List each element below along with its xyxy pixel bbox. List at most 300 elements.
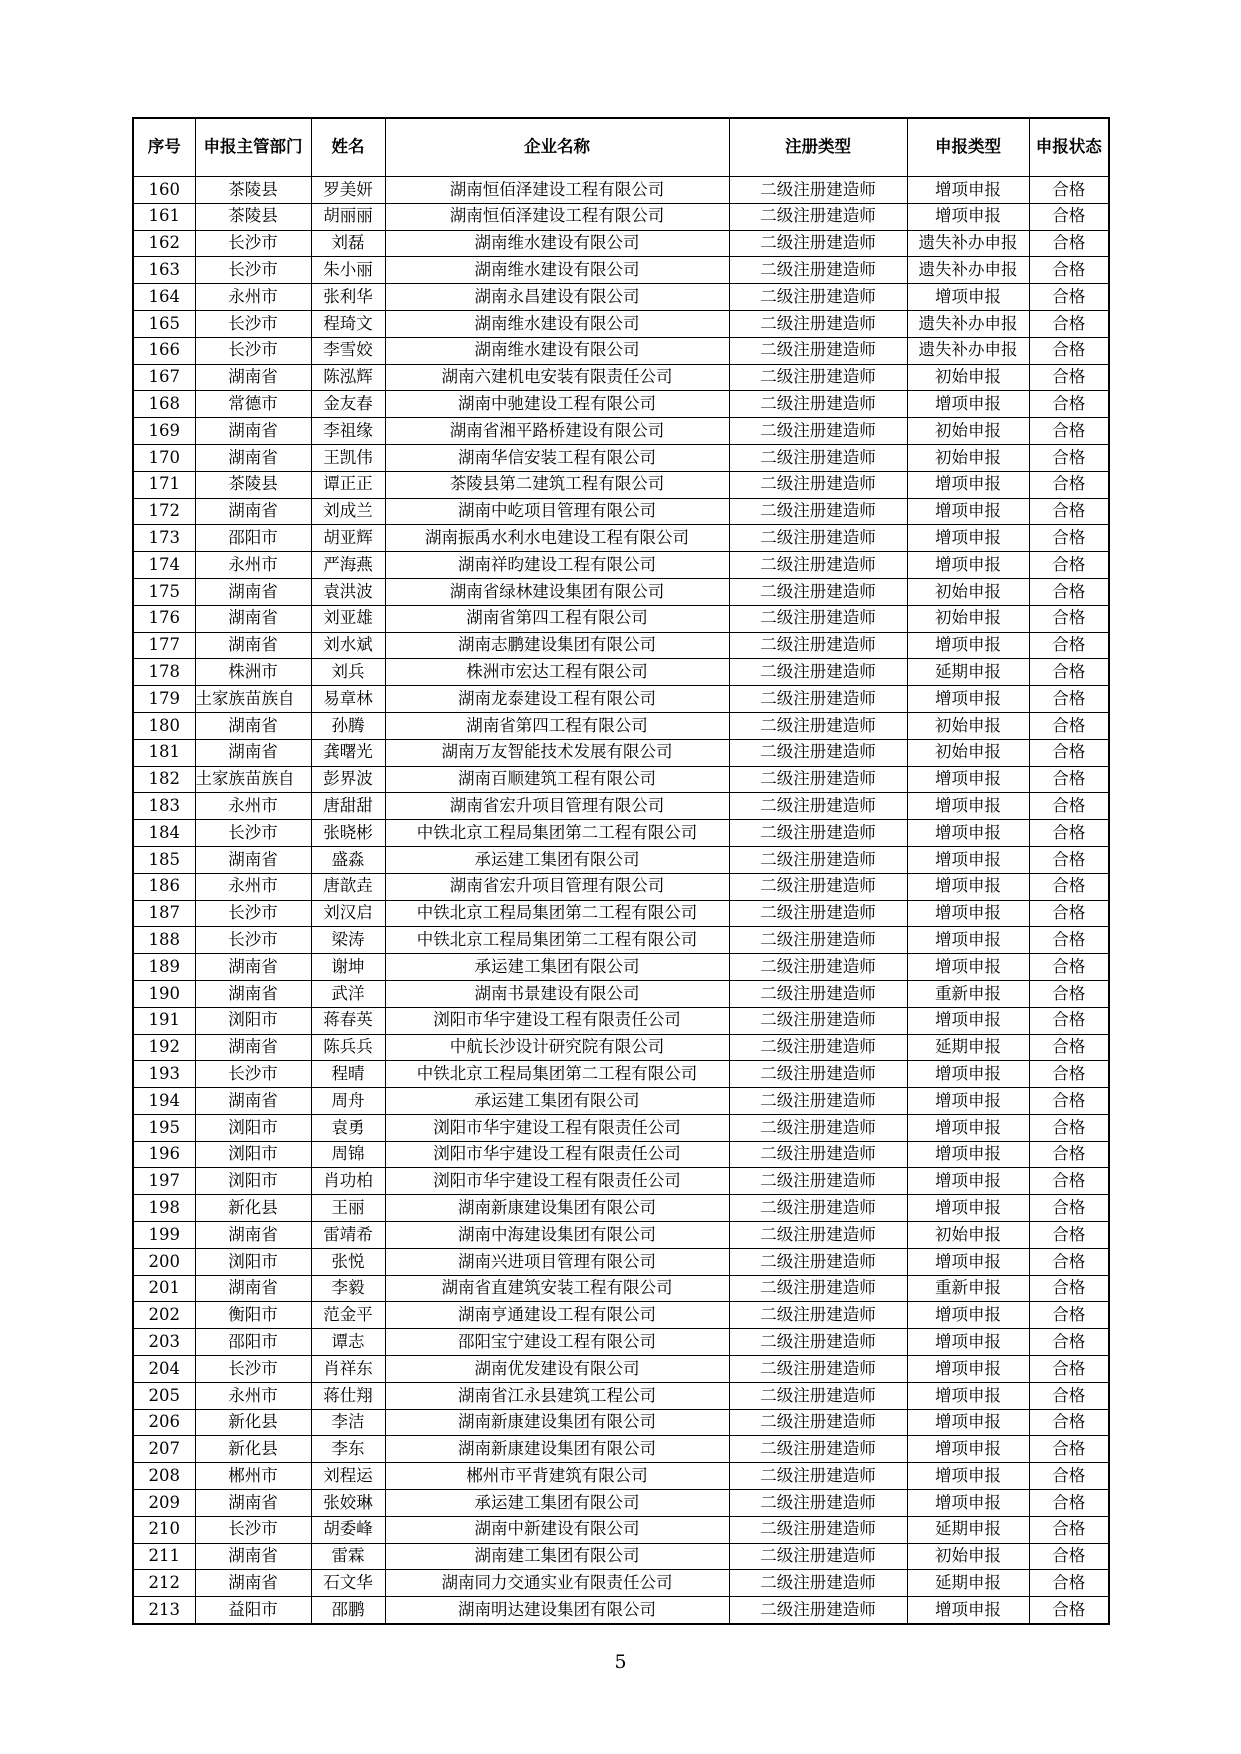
table-row	[133, 525, 1109, 552]
cell-registration-type: 二级注册建造师	[729, 284, 907, 311]
cell-company-name: 湖南省江永县建筑工程公司	[385, 1382, 729, 1409]
cell-person-name: 胡丽丽	[311, 203, 385, 230]
registration-table	[132, 117, 1110, 1625]
page-number: 5	[614, 1651, 627, 1673]
cell-registration-type: 二级注册建造师	[729, 1570, 907, 1597]
cell-registration-type: 二级注册建造师	[729, 632, 907, 659]
cell-supervising-dept: 浏阳市	[195, 1141, 311, 1168]
cell-serial-number: 172	[133, 498, 195, 525]
table-row	[133, 1382, 1109, 1409]
cell-supervising-dept: 邵阳市	[195, 525, 311, 552]
table-row	[133, 418, 1109, 445]
cell-application-type: 增项申报	[907, 1141, 1029, 1168]
cell-application-status: 合格	[1029, 873, 1109, 900]
cell-serial-number: 169	[133, 418, 195, 445]
cell-supervising-dept: 湖南省	[195, 578, 311, 605]
cell-application-status: 合格	[1029, 766, 1109, 793]
cell-supervising-dept: 长沙市	[195, 820, 311, 847]
cell-supervising-dept: 长沙市	[195, 337, 311, 364]
cell-company-name: 湖南省直建筑安装工程有限公司	[385, 1275, 729, 1302]
cell-company-name: 湖南志鹏建设集团有限公司	[385, 632, 729, 659]
table-row	[133, 632, 1109, 659]
cell-registration-type: 二级注册建造师	[729, 846, 907, 873]
cell-registration-type: 二级注册建造师	[729, 1248, 907, 1275]
cell-company-name: 湖南优发建设有限公司	[385, 1356, 729, 1383]
cell-person-name: 李毅	[311, 1275, 385, 1302]
cell-serial-number: 184	[133, 820, 195, 847]
cell-person-name: 刘亚雄	[311, 605, 385, 632]
cell-application-type: 增项申报	[907, 284, 1029, 311]
cell-person-name: 刘水斌	[311, 632, 385, 659]
cell-company-name: 中铁北京工程局集团第二工程有限公司	[385, 1061, 729, 1088]
table-row	[133, 1222, 1109, 1249]
cell-application-type: 初始申报	[907, 1222, 1029, 1249]
cell-serial-number: 183	[133, 793, 195, 820]
cell-person-name: 程晴	[311, 1061, 385, 1088]
cell-application-status: 合格	[1029, 739, 1109, 766]
cell-application-type: 重新申报	[907, 980, 1029, 1007]
cell-application-type: 延期申报	[907, 1516, 1029, 1543]
cell-supervising-dept: 湖南省	[195, 1570, 311, 1597]
cell-application-status: 合格	[1029, 954, 1109, 981]
table-row	[133, 257, 1109, 284]
cell-registration-type: 二级注册建造师	[729, 659, 907, 686]
cell-application-status: 合格	[1029, 632, 1109, 659]
cell-application-status: 合格	[1029, 1275, 1109, 1302]
cell-serial-number: 175	[133, 578, 195, 605]
cell-application-status: 合格	[1029, 364, 1109, 391]
cell-person-name: 朱小丽	[311, 257, 385, 284]
cell-company-name: 承运建工集团有限公司	[385, 1088, 729, 1115]
cell-person-name: 袁洪波	[311, 578, 385, 605]
cell-company-name: 中铁北京工程局集团第二工程有限公司	[385, 820, 729, 847]
cell-application-type: 增项申报	[907, 525, 1029, 552]
cell-person-name: 龚曙光	[311, 739, 385, 766]
cell-serial-number: 163	[133, 257, 195, 284]
cell-person-name: 周舟	[311, 1088, 385, 1115]
cell-company-name: 浏阳市华宇建设工程有限责任公司	[385, 1114, 729, 1141]
cell-application-type: 增项申报	[907, 1382, 1029, 1409]
cell-serial-number: 211	[133, 1543, 195, 1570]
cell-serial-number: 205	[133, 1382, 195, 1409]
cell-application-type: 初始申报	[907, 364, 1029, 391]
cell-registration-type: 二级注册建造师	[729, 1436, 907, 1463]
cell-supervising-dept: 长沙市	[195, 310, 311, 337]
cell-registration-type: 二级注册建造师	[729, 1114, 907, 1141]
table-row	[133, 1516, 1109, 1543]
table-row	[133, 1543, 1109, 1570]
cell-supervising-dept: 长沙市	[195, 1061, 311, 1088]
cell-application-type: 增项申报	[907, 900, 1029, 927]
cell-serial-number: 166	[133, 337, 195, 364]
cell-person-name: 陈兵兵	[311, 1034, 385, 1061]
cell-company-name: 邵阳宝宁建设工程有限公司	[385, 1329, 729, 1356]
cell-supervising-dept: 长沙市	[195, 230, 311, 257]
cell-registration-type: 二级注册建造师	[729, 900, 907, 927]
cell-company-name: 中铁北京工程局集团第二工程有限公司	[385, 900, 729, 927]
table-row	[133, 1088, 1109, 1115]
cell-person-name: 邵鹏	[311, 1597, 385, 1624]
cell-person-name: 肖祥东	[311, 1356, 385, 1383]
cell-registration-type: 二级注册建造师	[729, 525, 907, 552]
cell-company-name: 湖南新康建设集团有限公司	[385, 1195, 729, 1222]
cell-serial-number: 197	[133, 1168, 195, 1195]
table-row	[133, 230, 1109, 257]
cell-supervising-dept: 邵阳市	[195, 1329, 311, 1356]
cell-application-status: 合格	[1029, 552, 1109, 579]
cell-serial-number: 161	[133, 203, 195, 230]
table-row	[133, 1007, 1109, 1034]
cell-registration-type: 二级注册建造师	[729, 793, 907, 820]
cell-supervising-dept: 湖南省	[195, 712, 311, 739]
cell-supervising-dept: 湖南省	[195, 364, 311, 391]
table-row	[133, 739, 1109, 766]
cell-application-type: 增项申报	[907, 1356, 1029, 1383]
cell-person-name: 张晓彬	[311, 820, 385, 847]
table-row	[133, 1195, 1109, 1222]
cell-person-name: 盛淼	[311, 846, 385, 873]
cell-registration-type: 二级注册建造师	[729, 1275, 907, 1302]
cell-application-type: 增项申报	[907, 1490, 1029, 1517]
cell-serial-number: 193	[133, 1061, 195, 1088]
table-row	[133, 1141, 1109, 1168]
cell-application-type: 增项申报	[907, 391, 1029, 418]
table-row	[133, 578, 1109, 605]
cell-application-type: 增项申报	[907, 1302, 1029, 1329]
cell-person-name: 蒋仕翔	[311, 1382, 385, 1409]
cell-company-name: 湖南省第四工程有限公司	[385, 712, 729, 739]
cell-application-status: 合格	[1029, 793, 1109, 820]
cell-supervising-dept: 新化县	[195, 1409, 311, 1436]
table-row	[133, 900, 1109, 927]
cell-person-name: 唐歆垚	[311, 873, 385, 900]
cell-application-status: 合格	[1029, 578, 1109, 605]
cell-company-name: 中航长沙设计研究院有限公司	[385, 1034, 729, 1061]
cell-application-type: 遗失补办申报	[907, 257, 1029, 284]
cell-supervising-dept: 湖南省	[195, 605, 311, 632]
cell-serial-number: 202	[133, 1302, 195, 1329]
table-row	[133, 177, 1109, 204]
cell-application-type: 初始申报	[907, 605, 1029, 632]
cell-company-name: 湖南维水建设有限公司	[385, 310, 729, 337]
cell-company-name: 湖南维水建设有限公司	[385, 230, 729, 257]
cell-company-name: 湖南书景建设有限公司	[385, 980, 729, 1007]
cell-application-type: 增项申报	[907, 552, 1029, 579]
header-supervising-dept: 申报主管部门	[195, 118, 311, 177]
cell-registration-type: 二级注册建造师	[729, 1597, 907, 1624]
cell-application-status: 合格	[1029, 444, 1109, 471]
table-row	[133, 444, 1109, 471]
cell-registration-type: 二级注册建造师	[729, 444, 907, 471]
cell-company-name: 承运建工集团有限公司	[385, 846, 729, 873]
table-row	[133, 873, 1109, 900]
cell-application-type: 延期申报	[907, 1570, 1029, 1597]
cell-serial-number: 186	[133, 873, 195, 900]
cell-serial-number: 212	[133, 1570, 195, 1597]
cell-company-name: 株洲市宏达工程有限公司	[385, 659, 729, 686]
cell-application-status: 合格	[1029, 659, 1109, 686]
cell-company-name: 湖南恒佰泽建设工程有限公司	[385, 203, 729, 230]
cell-registration-type: 二级注册建造师	[729, 1222, 907, 1249]
cell-serial-number: 182	[133, 766, 195, 793]
cell-supervising-dept: 湖南省	[195, 1543, 311, 1570]
cell-application-status: 合格	[1029, 1114, 1109, 1141]
cell-application-status: 合格	[1029, 203, 1109, 230]
cell-serial-number: 173	[133, 525, 195, 552]
cell-registration-type: 二级注册建造师	[729, 1061, 907, 1088]
cell-supervising-dept: 湖南省	[195, 1275, 311, 1302]
cell-supervising-dept: 长沙市	[195, 1356, 311, 1383]
cell-serial-number: 204	[133, 1356, 195, 1383]
cell-application-type: 增项申报	[907, 1168, 1029, 1195]
cell-person-name: 金友春	[311, 391, 385, 418]
cell-serial-number: 196	[133, 1141, 195, 1168]
cell-application-status: 合格	[1029, 605, 1109, 632]
cell-person-name: 范金平	[311, 1302, 385, 1329]
cell-registration-type: 二级注册建造师	[729, 766, 907, 793]
cell-supervising-dept: 湖南省	[195, 418, 311, 445]
cell-registration-type: 二级注册建造师	[729, 310, 907, 337]
cell-application-status: 合格	[1029, 927, 1109, 954]
cell-application-status: 合格	[1029, 1168, 1109, 1195]
cell-registration-type: 二级注册建造师	[729, 954, 907, 981]
cell-registration-type: 二级注册建造师	[729, 1382, 907, 1409]
cell-supervising-dept: 永州市	[195, 793, 311, 820]
cell-person-name: 刘兵	[311, 659, 385, 686]
table-body	[133, 177, 1109, 1625]
cell-serial-number: 181	[133, 739, 195, 766]
cell-registration-type: 二级注册建造师	[729, 1516, 907, 1543]
table-row	[133, 712, 1109, 739]
cell-application-status: 合格	[1029, 1597, 1109, 1624]
cell-person-name: 孙腾	[311, 712, 385, 739]
cell-application-status: 合格	[1029, 900, 1109, 927]
cell-person-name: 谢坤	[311, 954, 385, 981]
cell-person-name: 王凯伟	[311, 444, 385, 471]
table-row	[133, 1356, 1109, 1383]
cell-application-status: 合格	[1029, 820, 1109, 847]
cell-registration-type: 二级注册建造师	[729, 471, 907, 498]
cell-registration-type: 二级注册建造师	[729, 1141, 907, 1168]
cell-serial-number: 207	[133, 1436, 195, 1463]
cell-person-name: 李祖缘	[311, 418, 385, 445]
cell-serial-number: 170	[133, 444, 195, 471]
cell-application-status: 合格	[1029, 1222, 1109, 1249]
cell-person-name: 王丽	[311, 1195, 385, 1222]
cell-registration-type: 二级注册建造师	[729, 927, 907, 954]
cell-company-name: 浏阳市华宇建设工程有限责任公司	[385, 1168, 729, 1195]
cell-company-name: 湖南省宏升项目管理有限公司	[385, 793, 729, 820]
cell-serial-number: 168	[133, 391, 195, 418]
cell-registration-type: 二级注册建造师	[729, 980, 907, 1007]
cell-person-name: 易章林	[311, 686, 385, 713]
cell-serial-number: 162	[133, 230, 195, 257]
table-row	[133, 1436, 1109, 1463]
cell-application-status: 合格	[1029, 1088, 1109, 1115]
cell-registration-type: 二级注册建造师	[729, 391, 907, 418]
cell-supervising-dept: 湖南省	[195, 1490, 311, 1517]
cell-supervising-dept: 湖南省	[195, 954, 311, 981]
cell-application-type: 增项申报	[907, 927, 1029, 954]
cell-application-type: 增项申报	[907, 1248, 1029, 1275]
cell-serial-number: 190	[133, 980, 195, 1007]
cell-registration-type: 二级注册建造师	[729, 337, 907, 364]
cell-registration-type: 二级注册建造师	[729, 1490, 907, 1517]
cell-application-type: 增项申报	[907, 203, 1029, 230]
cell-person-name: 谭正正	[311, 471, 385, 498]
cell-company-name: 湖南维水建设有限公司	[385, 257, 729, 284]
cell-application-type: 延期申报	[907, 1034, 1029, 1061]
table-row	[133, 284, 1109, 311]
cell-company-name: 中铁北京工程局集团第二工程有限公司	[385, 927, 729, 954]
cell-company-name: 湖南万友智能技术发展有限公司	[385, 739, 729, 766]
cell-registration-type: 二级注册建造师	[729, 364, 907, 391]
cell-serial-number: 187	[133, 900, 195, 927]
cell-person-name: 胡委峰	[311, 1516, 385, 1543]
cell-company-name: 湖南亨通建设工程有限公司	[385, 1302, 729, 1329]
cell-person-name: 梁涛	[311, 927, 385, 954]
cell-application-type: 增项申报	[907, 873, 1029, 900]
cell-person-name: 刘成兰	[311, 498, 385, 525]
table-row	[133, 203, 1109, 230]
cell-application-type: 增项申报	[907, 632, 1029, 659]
cell-supervising-dept: 长沙市	[195, 900, 311, 927]
cell-company-name: 湖南中海建设集团有限公司	[385, 1222, 729, 1249]
cell-application-type: 增项申报	[907, 1007, 1029, 1034]
cell-company-name: 湖南恒佰泽建设工程有限公司	[385, 177, 729, 204]
cell-registration-type: 二级注册建造师	[729, 498, 907, 525]
cell-application-type: 增项申报	[907, 1195, 1029, 1222]
table-row	[133, 766, 1109, 793]
cell-person-name: 李洁	[311, 1409, 385, 1436]
cell-application-status: 合格	[1029, 1516, 1109, 1543]
cell-registration-type: 二级注册建造师	[729, 1168, 907, 1195]
table-row	[133, 686, 1109, 713]
cell-application-type: 初始申报	[907, 578, 1029, 605]
cell-application-status: 合格	[1029, 1409, 1109, 1436]
cell-company-name: 浏阳市华宇建设工程有限责任公司	[385, 1007, 729, 1034]
cell-serial-number: 201	[133, 1275, 195, 1302]
table-row	[133, 980, 1109, 1007]
cell-application-type: 增项申报	[907, 1463, 1029, 1490]
cell-application-status: 合格	[1029, 337, 1109, 364]
cell-application-type: 增项申报	[907, 177, 1029, 204]
cell-supervising-dept: 湖南省	[195, 980, 311, 1007]
cell-application-type: 延期申报	[907, 659, 1029, 686]
cell-registration-type: 二级注册建造师	[729, 1195, 907, 1222]
cell-application-status: 合格	[1029, 1195, 1109, 1222]
table-row	[133, 1597, 1109, 1624]
cell-company-name: 湖南华信安装工程有限公司	[385, 444, 729, 471]
cell-application-type: 重新申报	[907, 1275, 1029, 1302]
cell-supervising-dept: 浏阳市	[195, 1114, 311, 1141]
cell-supervising-dept: 湖南省	[195, 1222, 311, 1249]
cell-application-status: 合格	[1029, 1382, 1109, 1409]
cell-person-name: 张利华	[311, 284, 385, 311]
cell-application-status: 合格	[1029, 1061, 1109, 1088]
cell-serial-number: 210	[133, 1516, 195, 1543]
header-application-type: 申报类型	[907, 118, 1029, 177]
cell-person-name: 石文华	[311, 1570, 385, 1597]
cell-application-status: 合格	[1029, 310, 1109, 337]
cell-serial-number: 167	[133, 364, 195, 391]
cell-application-status: 合格	[1029, 1248, 1109, 1275]
cell-company-name: 湖南新康建设集团有限公司	[385, 1409, 729, 1436]
cell-application-type: 初始申报	[907, 444, 1029, 471]
cell-person-name: 武洋	[311, 980, 385, 1007]
cell-person-name: 唐甜甜	[311, 793, 385, 820]
table-row	[133, 310, 1109, 337]
table-row	[133, 552, 1109, 579]
cell-registration-type: 二级注册建造师	[729, 1543, 907, 1570]
header-company-name: 企业名称	[385, 118, 729, 177]
cell-supervising-dept: 湖南省	[195, 739, 311, 766]
cell-supervising-dept: 湖南省	[195, 846, 311, 873]
cell-application-status: 合格	[1029, 471, 1109, 498]
cell-supervising-dept: 湖南省	[195, 632, 311, 659]
table-header-row	[133, 118, 1109, 177]
cell-company-name: 湖南新康建设集团有限公司	[385, 1436, 729, 1463]
cell-person-name: 周锦	[311, 1141, 385, 1168]
cell-application-status: 合格	[1029, 418, 1109, 445]
table-row	[133, 846, 1109, 873]
cell-serial-number: 191	[133, 1007, 195, 1034]
cell-person-name: 刘程运	[311, 1463, 385, 1490]
cell-serial-number: 179	[133, 686, 195, 713]
cell-supervising-dept: 茶陵县	[195, 203, 311, 230]
cell-registration-type: 二级注册建造师	[729, 257, 907, 284]
cell-application-status: 合格	[1029, 1034, 1109, 1061]
cell-registration-type: 二级注册建造师	[729, 1329, 907, 1356]
cell-supervising-dept: 湖南省	[195, 1034, 311, 1061]
cell-registration-type: 二级注册建造师	[729, 739, 907, 766]
cell-application-status: 合格	[1029, 980, 1109, 1007]
table-row	[133, 793, 1109, 820]
cell-registration-type: 二级注册建造师	[729, 605, 907, 632]
cell-supervising-dept: 永州市	[195, 1382, 311, 1409]
cell-application-status: 合格	[1029, 1356, 1109, 1383]
cell-serial-number: 194	[133, 1088, 195, 1115]
cell-supervising-dept: 永州市	[195, 873, 311, 900]
cell-application-type: 增项申报	[907, 846, 1029, 873]
cell-application-status: 合格	[1029, 1007, 1109, 1034]
table-row	[133, 337, 1109, 364]
cell-serial-number: 206	[133, 1409, 195, 1436]
table-row	[133, 1114, 1109, 1141]
table-row	[133, 498, 1109, 525]
cell-application-type: 增项申报	[907, 1597, 1029, 1624]
cell-application-status: 合格	[1029, 1302, 1109, 1329]
cell-application-type: 初始申报	[907, 1543, 1029, 1570]
cell-application-type: 增项申报	[907, 686, 1029, 713]
cell-person-name: 张悦	[311, 1248, 385, 1275]
cell-serial-number: 195	[133, 1114, 195, 1141]
cell-application-type: 增项申报	[907, 954, 1029, 981]
cell-application-status: 合格	[1029, 1141, 1109, 1168]
cell-application-status: 合格	[1029, 498, 1109, 525]
cell-registration-type: 二级注册建造师	[729, 230, 907, 257]
cell-application-status: 合格	[1029, 1436, 1109, 1463]
cell-supervising-dept: 湖南省	[195, 498, 311, 525]
cell-application-type: 增项申报	[907, 1061, 1029, 1088]
cell-registration-type: 二级注册建造师	[729, 578, 907, 605]
cell-person-name: 彭界波	[311, 766, 385, 793]
cell-serial-number: 209	[133, 1490, 195, 1517]
cell-person-name: 胡亚辉	[311, 525, 385, 552]
cell-registration-type: 二级注册建造师	[729, 1463, 907, 1490]
table-row	[133, 820, 1109, 847]
cell-application-status: 合格	[1029, 1570, 1109, 1597]
